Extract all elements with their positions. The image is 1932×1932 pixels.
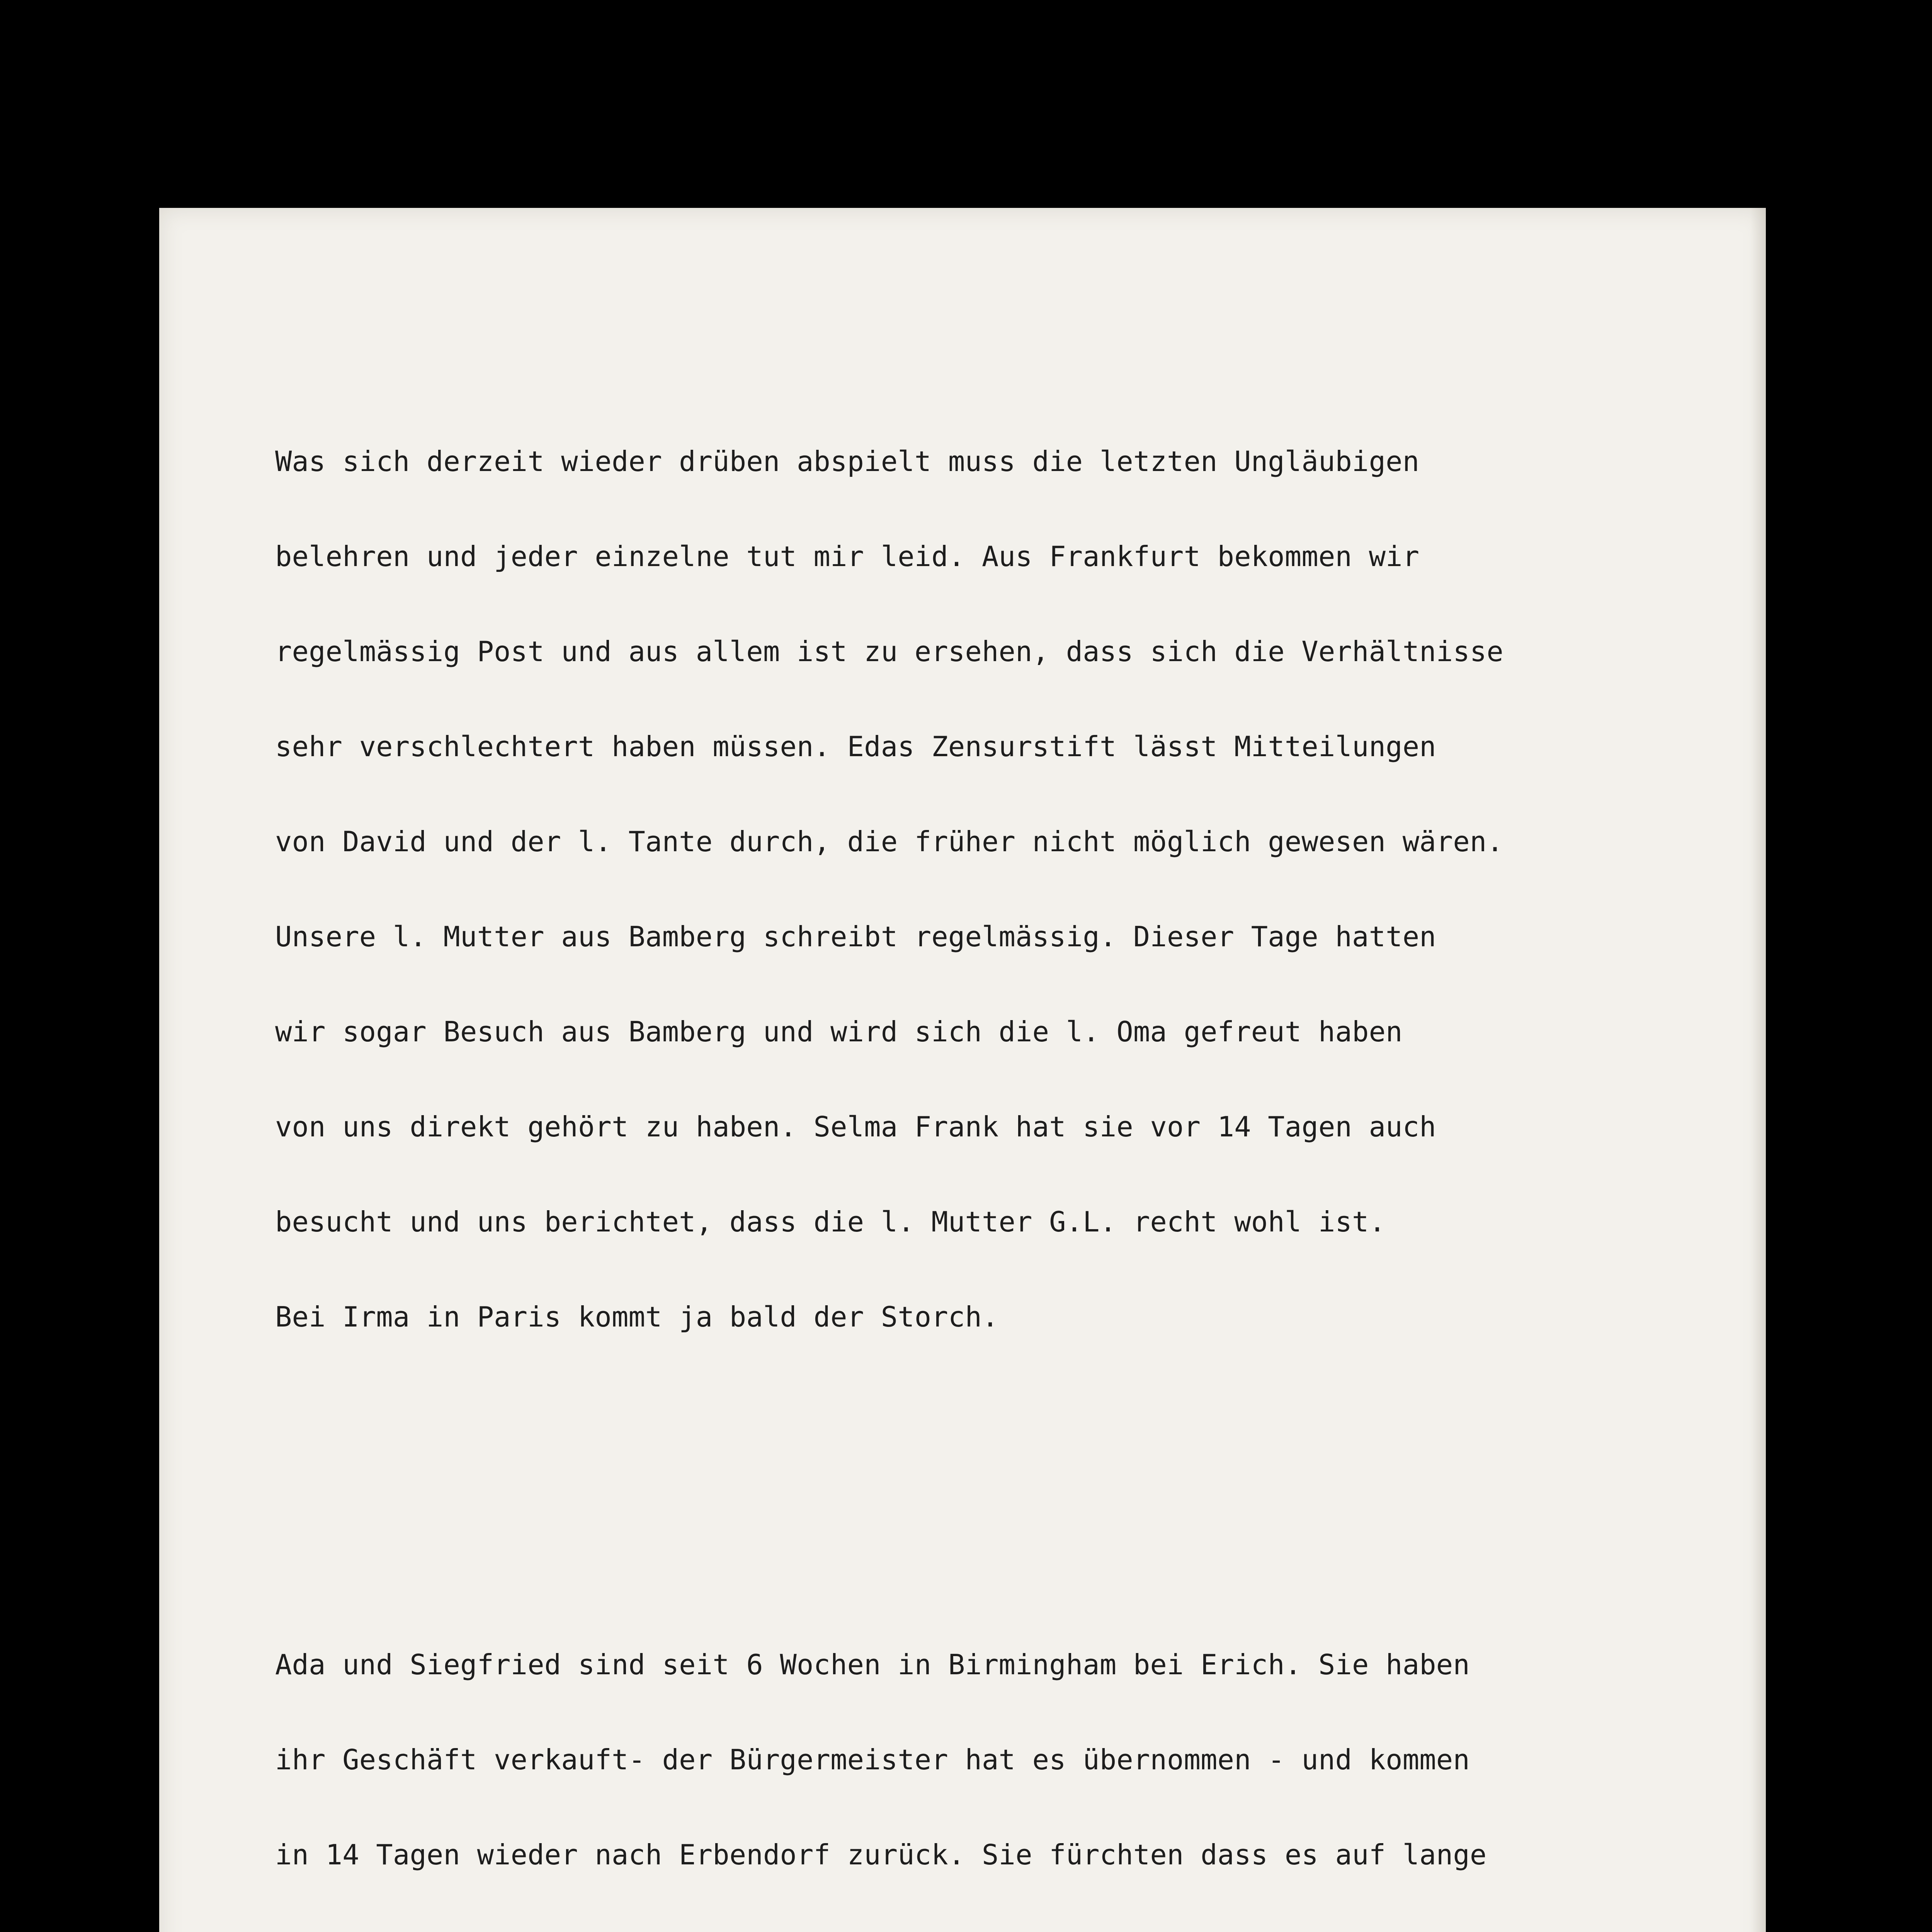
text-line: von uns direkt gehört zu haben. Selma Frank hat sie vor 14 Tagen auch [275,1111,1436,1143]
text-line: Ada und Siegfried sind seit 6 Wochen in Birmingham bei Erich. Sie haben [275,1648,1470,1681]
letter-page [159,208,1766,1932]
text-line: in 14 Tagen wieder nach Erbendorf zurück. Sie fürchten dass es auf lange [275,1838,1487,1871]
text-line: von David und der l. Tante durch, die früher nicht möglich gewesen wären. [275,825,1503,858]
text-line: besucht und uns berichtet, dass die l. Mutter G.L. recht wohl ist. [275,1206,1386,1238]
text-line: belehren und jeder einzelne tut mir leid. Aus Frankfurt bekommen wir [275,540,1420,573]
text-line: wir sogar Besuch aus Bamberg und wird sich die l. Oma gefreut haben [275,1015,1403,1048]
text-line: Unsere l. Mutter aus Bamberg schreibt regelmässig. Dieser Tage hatten [275,920,1436,953]
text-line: Was sich derzeit wieder drüben abspielt muss die letzten Ungläubigen [275,445,1420,478]
letter-body [275,287,1798,1932]
paragraph-1 [275,382,1798,1396]
text-line: sehr verschlechtert haben müssen. Edas Zensurstift lässt Mitteilungen [275,730,1436,763]
text-line: ihr Geschäft verkauft- der Bürgermeister hat es übernommen - und kommen [275,1743,1470,1776]
text-line: regelmässig Post und aus allem ist zu ersehen, dass sich die Verhältnisse [275,635,1503,668]
paragraph-2 [275,1585,1798,1932]
text-line: Bei Irma in Paris kommt ja bald der Storch. [275,1301,999,1333]
